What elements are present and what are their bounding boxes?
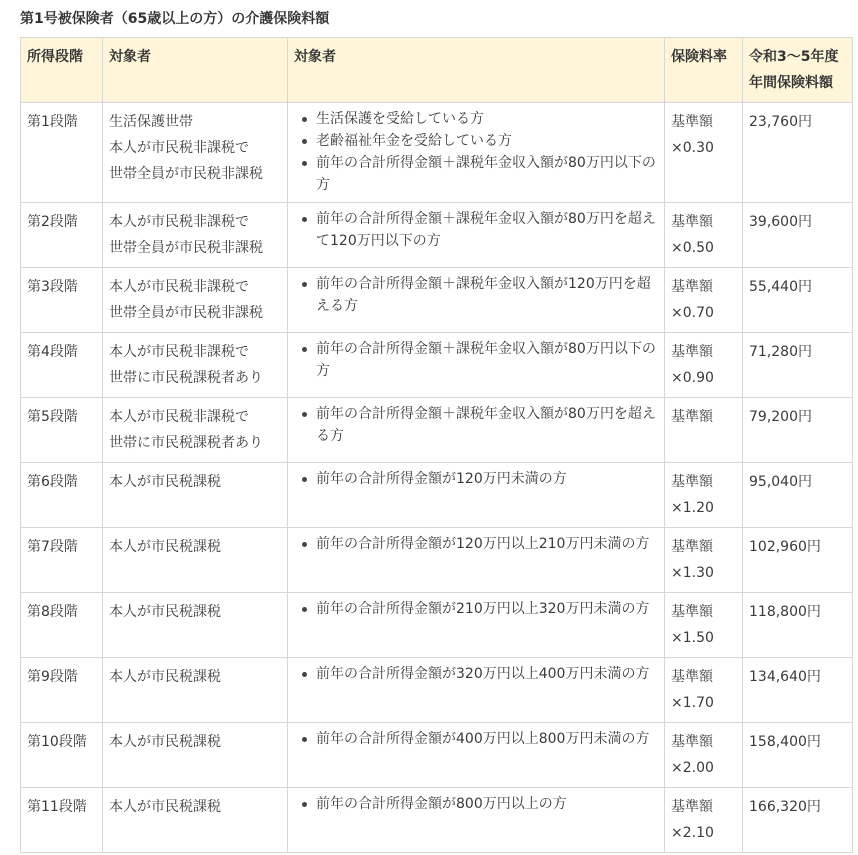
table-row [21,528,853,593]
cell-stage: 第1段階 [21,103,103,203]
rate-multiplier: ×0.50 [671,240,714,256]
cell-conditions [288,333,665,398]
rate-base-label: 基準額 [671,539,713,555]
table-row [21,103,853,203]
cell-target [103,398,288,463]
table-row [21,333,853,398]
cell-stage: 第4段階 [21,333,103,398]
cell-stage: 第7段階 [21,528,103,593]
rate-multiplier: ×1.50 [671,630,714,646]
cell-target [103,463,288,528]
cell-stage: 第9段階 [21,658,103,723]
target-line: 本人が市民税課税 [109,669,221,685]
cell-rate [665,723,743,788]
rate-base-label: 基準額 [671,799,713,815]
cell-stage: 第10段階 [21,723,103,788]
condition-item: 前年の合計所得金額＋課税年金収入額が80万円以下の方 [316,338,658,382]
condition-item: 前年の合計所得金額＋課税年金収入額が80万円を超える方 [316,403,658,447]
rate-multiplier: ×0.30 [671,140,714,156]
cell-conditions [288,528,665,593]
rate-base-label: 基準額 [671,279,713,295]
cell-target [103,203,288,268]
cell-conditions [288,788,665,853]
cell-annual-amount: 79,200円 [743,398,853,463]
cell-rate [665,658,743,723]
target-line: 本人が市民税非課税で [109,279,249,295]
target-line: 本人が市民税非課税で [109,140,249,156]
condition-item: 生活保護を受給している方 [316,108,658,130]
target-line: 世帯全員が市民税非課税 [109,166,263,182]
header-row [21,38,853,103]
target-line: 世帯全員が市民税非課税 [109,305,263,321]
cell-annual-amount: 23,760円 [743,103,853,203]
conditions-list [294,338,658,382]
table-row [21,398,853,463]
rate-multiplier: ×2.00 [671,760,714,776]
table-row [21,788,853,853]
condition-item: 前年の合計所得金額が210万円以上320万円未満の方 [316,598,658,620]
conditions-list [294,793,658,815]
table-row [21,203,853,268]
target-line: 本人が市民税課税 [109,474,221,490]
condition-item: 前年の合計所得金額＋課税年金収入額が120万円を超える方 [316,273,658,317]
cell-rate [665,103,743,203]
cell-annual-amount: 166,320円 [743,788,853,853]
cell-rate [665,268,743,333]
cell-target [103,528,288,593]
condition-item: 前年の合計所得金額が800万円以上の方 [316,793,658,815]
cell-rate [665,203,743,268]
cell-rate [665,788,743,853]
cell-annual-amount: 118,800円 [743,593,853,658]
target-line: 生活保護世帯 [109,114,193,130]
cell-rate [665,398,743,463]
conditions-list [294,468,658,490]
cell-conditions [288,398,665,463]
condition-item: 前年の合計所得金額＋課税年金収入額が80万円以下の方 [316,152,658,196]
header-annual-line1: 令和3～5年度 [749,49,839,65]
conditions-list [294,403,658,447]
rate-multiplier: ×1.20 [671,500,714,516]
rate-base-label: 基準額 [671,114,713,130]
cell-stage: 第2段階 [21,203,103,268]
header-target: 対象者 [103,38,288,103]
cell-target [103,268,288,333]
target-line: 世帯に市民税課税者あり [109,435,263,451]
cell-annual-amount: 95,040円 [743,463,853,528]
table-body [21,103,853,853]
cell-target [103,788,288,853]
cell-stage: 第6段階 [21,463,103,528]
rate-multiplier: ×0.90 [671,370,714,386]
conditions-list [294,533,658,555]
conditions-list [294,108,658,196]
cell-stage: 第5段階 [21,398,103,463]
cell-target [103,333,288,398]
cell-stage: 第3段階 [21,268,103,333]
conditions-list [294,598,658,620]
rate-base-label: 基準額 [671,344,713,360]
page-title: 第1号被保険者（65歳以上の方）の介護保険料額 [20,11,330,27]
rate-base-label: 基準額 [671,214,713,230]
cell-rate [665,333,743,398]
table-row [21,463,853,528]
cell-annual-amount: 55,440円 [743,268,853,333]
rate-base-label: 基準額 [671,409,713,425]
target-line: 本人が市民税非課税で [109,344,249,360]
conditions-list [294,208,658,252]
cell-target [103,593,288,658]
cell-conditions [288,723,665,788]
target-line: 本人が市民税課税 [109,539,221,555]
condition-item: 前年の合計所得金額が400万円以上800万円未満の方 [316,728,658,750]
condition-item: 前年の合計所得金額＋課税年金収入額が80万円を超えて120万円以下の方 [316,208,658,252]
target-line: 本人が市民税課税 [109,604,221,620]
condition-item: 前年の合計所得金額が320万円以上400万円未満の方 [316,663,658,685]
target-line: 本人が市民税課税 [109,799,221,815]
cell-conditions [288,103,665,203]
cell-annual-amount: 158,400円 [743,723,853,788]
table-row [21,723,853,788]
header-rate: 保険料率 [665,38,743,103]
target-line: 世帯全員が市民税非課税 [109,240,263,256]
condition-item: 前年の合計所得金額が120万円以上210万円未満の方 [316,533,658,555]
table-row [21,593,853,658]
rate-multiplier: ×1.30 [671,565,714,581]
cell-conditions [288,203,665,268]
cell-annual-amount: 39,600円 [743,203,853,268]
rate-multiplier: ×0.70 [671,305,714,321]
cell-annual-amount: 102,960円 [743,528,853,593]
target-line: 本人が市民税非課税で [109,409,249,425]
rate-multiplier: ×1.70 [671,695,714,711]
cell-stage: 第8段階 [21,593,103,658]
cell-conditions [288,268,665,333]
cell-rate [665,528,743,593]
table-row [21,658,853,723]
conditions-list [294,663,658,685]
cell-target [103,103,288,203]
header-annual-line2: 年間保険料額 [749,75,833,91]
rate-base-label: 基準額 [671,669,713,685]
conditions-list [294,273,658,317]
cell-conditions [288,463,665,528]
cell-target [103,723,288,788]
condition-item: 老齢福祉年金を受給している方 [316,130,658,152]
header-stage: 所得段階 [21,38,103,103]
cell-target [103,658,288,723]
rate-base-label: 基準額 [671,604,713,620]
table-row [21,268,853,333]
target-line: 世帯に市民税課税者あり [109,370,263,386]
rate-multiplier: ×2.10 [671,825,714,841]
cell-conditions [288,658,665,723]
table-header [21,38,853,103]
target-line: 本人が市民税非課税で [109,214,249,230]
cell-conditions [288,593,665,658]
rate-base-label: 基準額 [671,734,713,750]
target-line: 本人が市民税課税 [109,734,221,750]
premium-table [20,37,853,853]
cell-annual-amount: 134,640円 [743,658,853,723]
conditions-list [294,728,658,750]
header-conditions: 対象者 [288,38,665,103]
cell-stage: 第11段階 [21,788,103,853]
rate-base-label: 基準額 [671,474,713,490]
header-annual-amount [743,38,853,103]
cell-rate [665,463,743,528]
condition-item: 前年の合計所得金額が120万円未満の方 [316,468,658,490]
cell-rate [665,593,743,658]
cell-annual-amount: 71,280円 [743,333,853,398]
